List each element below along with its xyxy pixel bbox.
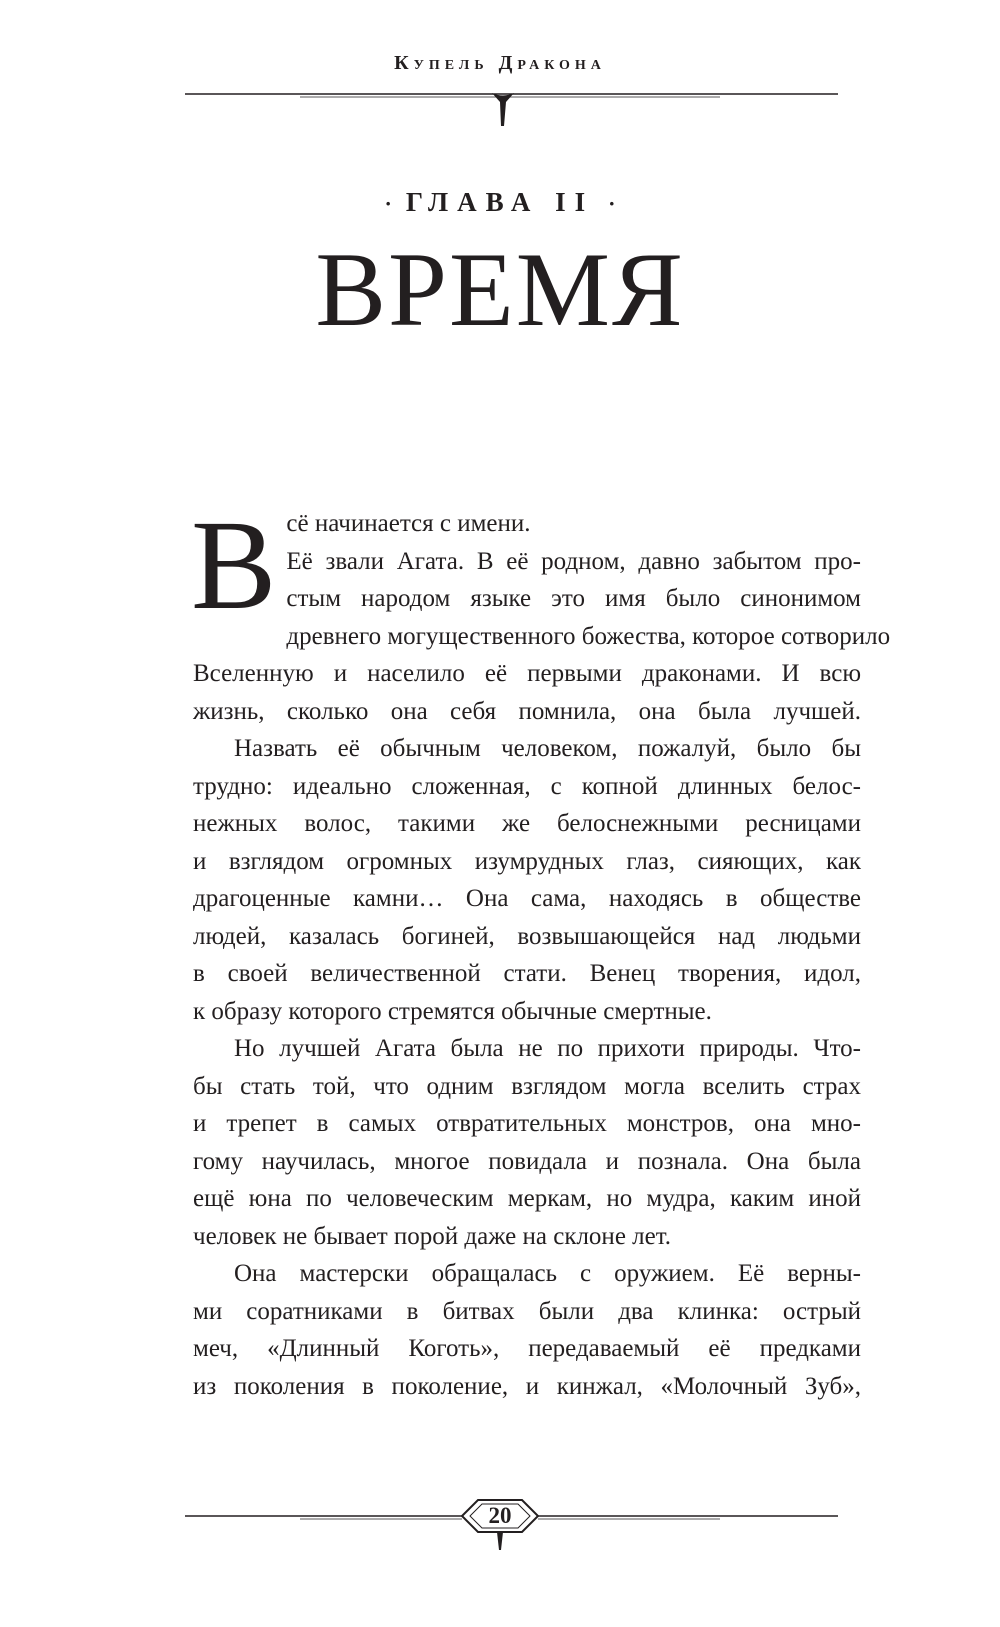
ornament-dot: · <box>608 191 616 216</box>
page-number: 20 <box>488 1503 512 1528</box>
text-line: в своей величественной стати. Венец творения, идол, <box>193 960 861 987</box>
text-line: и трепет в самых отвратительных монстров, она мно- <box>193 1110 861 1137</box>
text-line: стым народом языке это имя было синонимом <box>286 585 861 612</box>
text-line: меч, «Длинный Коготь», передаваемый её предками <box>193 1335 861 1362</box>
text-line: Вселенную и населило её первыми драконами. И всю <box>193 660 861 687</box>
text-line: и взглядом огромных изумрудных глаз, сияющих, как <box>193 847 861 875</box>
text-line: сё начинается с имени. <box>286 510 531 537</box>
text-line: древнего могущественного божества, которое сотворило <box>286 622 891 650</box>
chapter-number: ГЛАВА II <box>405 187 595 217</box>
text-line: жизнь, сколько она себя помнила, она была лучшей. <box>193 697 861 725</box>
text-line: Её звали Агата. В её родном, давно забытом про- <box>286 547 861 575</box>
text-line: гому научилась, многое повидала и познала. Она была <box>193 1147 861 1175</box>
text-line: Но лучшей Агата была не по прихоти природы. Что- <box>234 1035 861 1062</box>
text-line: нежных волос, такими же белоснежными ресницами <box>193 810 861 837</box>
text-line: к образу которого стремятся обычные смертные. <box>193 997 712 1025</box>
body-text <box>191 494 891 1405</box>
text-line: людей, казалась богиней, возвышающейся над людьми <box>193 922 861 950</box>
text-line: ещё юна по человеческим меркам, но мудра, каким иной <box>193 1185 861 1212</box>
text-line: трудно: идеально сложенная, с копной длинных белос- <box>193 772 861 800</box>
chapter-label <box>0 187 1000 218</box>
text-line: Она мастерски обращалась с оружием. Её верны- <box>234 1260 861 1287</box>
chapter-title: ВРЕМЯ <box>315 231 685 348</box>
text-line: человек не бывает порой даже на склоне лет. <box>193 1222 672 1250</box>
text-line: драгоценные камни… Она сама, находясь в обществе <box>193 885 861 912</box>
running-head: Купель Дракона <box>394 52 606 74</box>
text-line: из поколения в поколение, и кинжал, «Молочный Зуб», <box>193 1372 861 1400</box>
drop-cap: В <box>191 494 277 636</box>
ornament-dot: · <box>384 191 392 216</box>
text-line: бы стать той, что одним взглядом могла вселить страх <box>193 1072 861 1100</box>
text-line: ми соратниками в битвах были два клинка: острый <box>193 1297 861 1325</box>
text-line: Назвать её обычным человеком, пожалуй, было бы <box>234 735 861 762</box>
header-ornament <box>0 86 1000 130</box>
